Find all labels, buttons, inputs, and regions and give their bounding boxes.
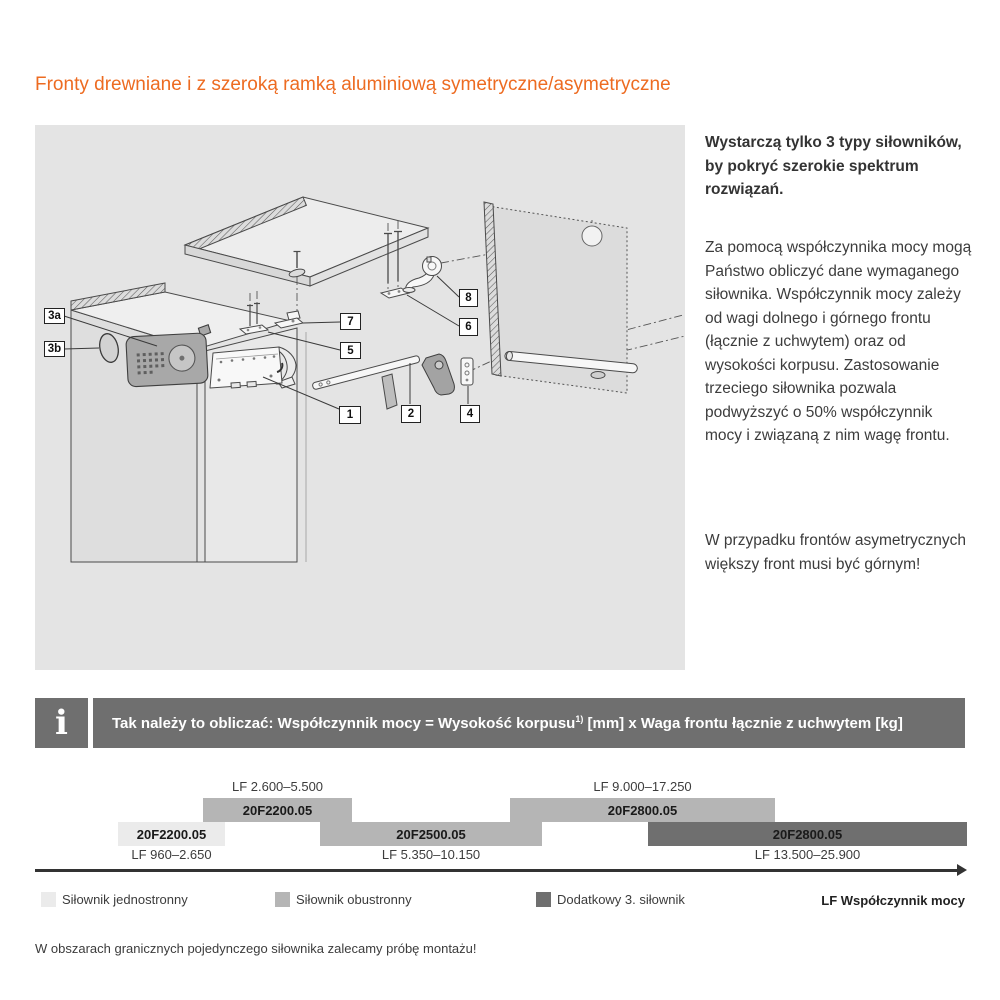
legend-item: [275, 892, 412, 907]
description-heading: Wystarczą tylko 3 typy siłowników, by pokryć szerokie spektrum rozwiązań.: [705, 134, 962, 198]
lf-axis-line: [35, 869, 959, 872]
callout-8: 8: [459, 289, 478, 307]
legend-swatch-dark: [536, 892, 551, 907]
page-title: Fronty drewniane i z szeroką ramką aluminiową symetryczne/asymetryczne: [35, 74, 671, 95]
callout-6: 6: [459, 318, 478, 336]
chart-range-label: LF 13.500–25.900: [754, 847, 861, 862]
description-paragraph-2: W przypadku frontów asymetrycznych większy front musi być górnym!: [705, 532, 967, 573]
exploded-view-drawing: [35, 125, 685, 670]
chart-range-label: LF 960–2.650: [131, 847, 212, 862]
info-icon: i: [55, 703, 68, 743]
axis-label: LF Współczynnik mocy: [821, 893, 965, 908]
callout-3a: 3a: [44, 308, 65, 324]
callout-1: 1: [339, 406, 361, 424]
formula-text: Tak należy to obliczać: Współczynnik mocy = Wysokość korpusu$^{1)}$ [mm] x Waga frontu łącznie z uchwytem [kg]: [112, 713, 903, 732]
chart-range-label: LF 2.600–5.500: [231, 779, 324, 794]
chart-bar-20F2500.05-bottom: 20F2500.05: [320, 822, 542, 846]
legend-label: Siłownik jednostronny: [62, 892, 188, 907]
chart-range-label: LF 9.000–17.250: [593, 779, 692, 794]
front-bracket-4: [461, 358, 473, 385]
handle-hole: [582, 226, 602, 246]
hinge-8: [403, 257, 442, 293]
formula-bar: [93, 698, 965, 748]
legend-swatch-light: [41, 892, 56, 907]
chart-range-label: LF 5.350–10.150: [381, 847, 481, 862]
lever-arm-assembly: [312, 354, 454, 409]
callout-7: 7: [340, 313, 361, 330]
exploded-view-diagram: [35, 125, 685, 670]
legend-label: Dodatkowy 3. siłownik: [557, 892, 685, 907]
description-paragraph-1: Za pomocą współczynnika mocy mogą Państwo obliczyć dane wymaganego siłownika. Współczynnik mocy zależy od wagi dolnego i górnego frontu (łącznie z uchwytem) oraz od wysokości korpusu. Zastosowanie trzeciego siłownika pozwala podwyższyć o 50% współczynnik mocy i związaną z nim wagę frontu.: [705, 239, 972, 444]
chart-bar-20F2200.05-top: 20F2200.05: [203, 798, 352, 822]
lf-axis-arrowhead: [957, 864, 967, 876]
callout-3b: 3b: [44, 341, 65, 357]
callout-5: 5: [340, 342, 361, 359]
footnote-marker: 1): [575, 713, 584, 724]
cabinet-body: [71, 283, 306, 562]
info-icon-box: [35, 698, 88, 748]
chart-bar-20F2800.05-top: 20F2800.05: [510, 798, 775, 822]
footnote-text: W obszarach granicznych pojedynczego siłownika zalecamy próbę montażu!: [35, 941, 477, 956]
legend-item: [536, 892, 685, 907]
legend-swatch-medium: [275, 892, 290, 907]
legend-item: [41, 892, 188, 907]
legend-label: Siłownik obustronny: [296, 892, 412, 907]
callout-4: 4: [460, 405, 480, 423]
chart-bar-20F2800.05-bottom: 20F2800.05: [648, 822, 967, 846]
chart-legend: [35, 892, 965, 910]
lf-range-chart: [35, 778, 965, 878]
top-panel: [185, 197, 428, 286]
chart-bar-20F2200.05-bottom: 20F2200.05: [118, 822, 225, 846]
callout-2: 2: [401, 405, 421, 423]
